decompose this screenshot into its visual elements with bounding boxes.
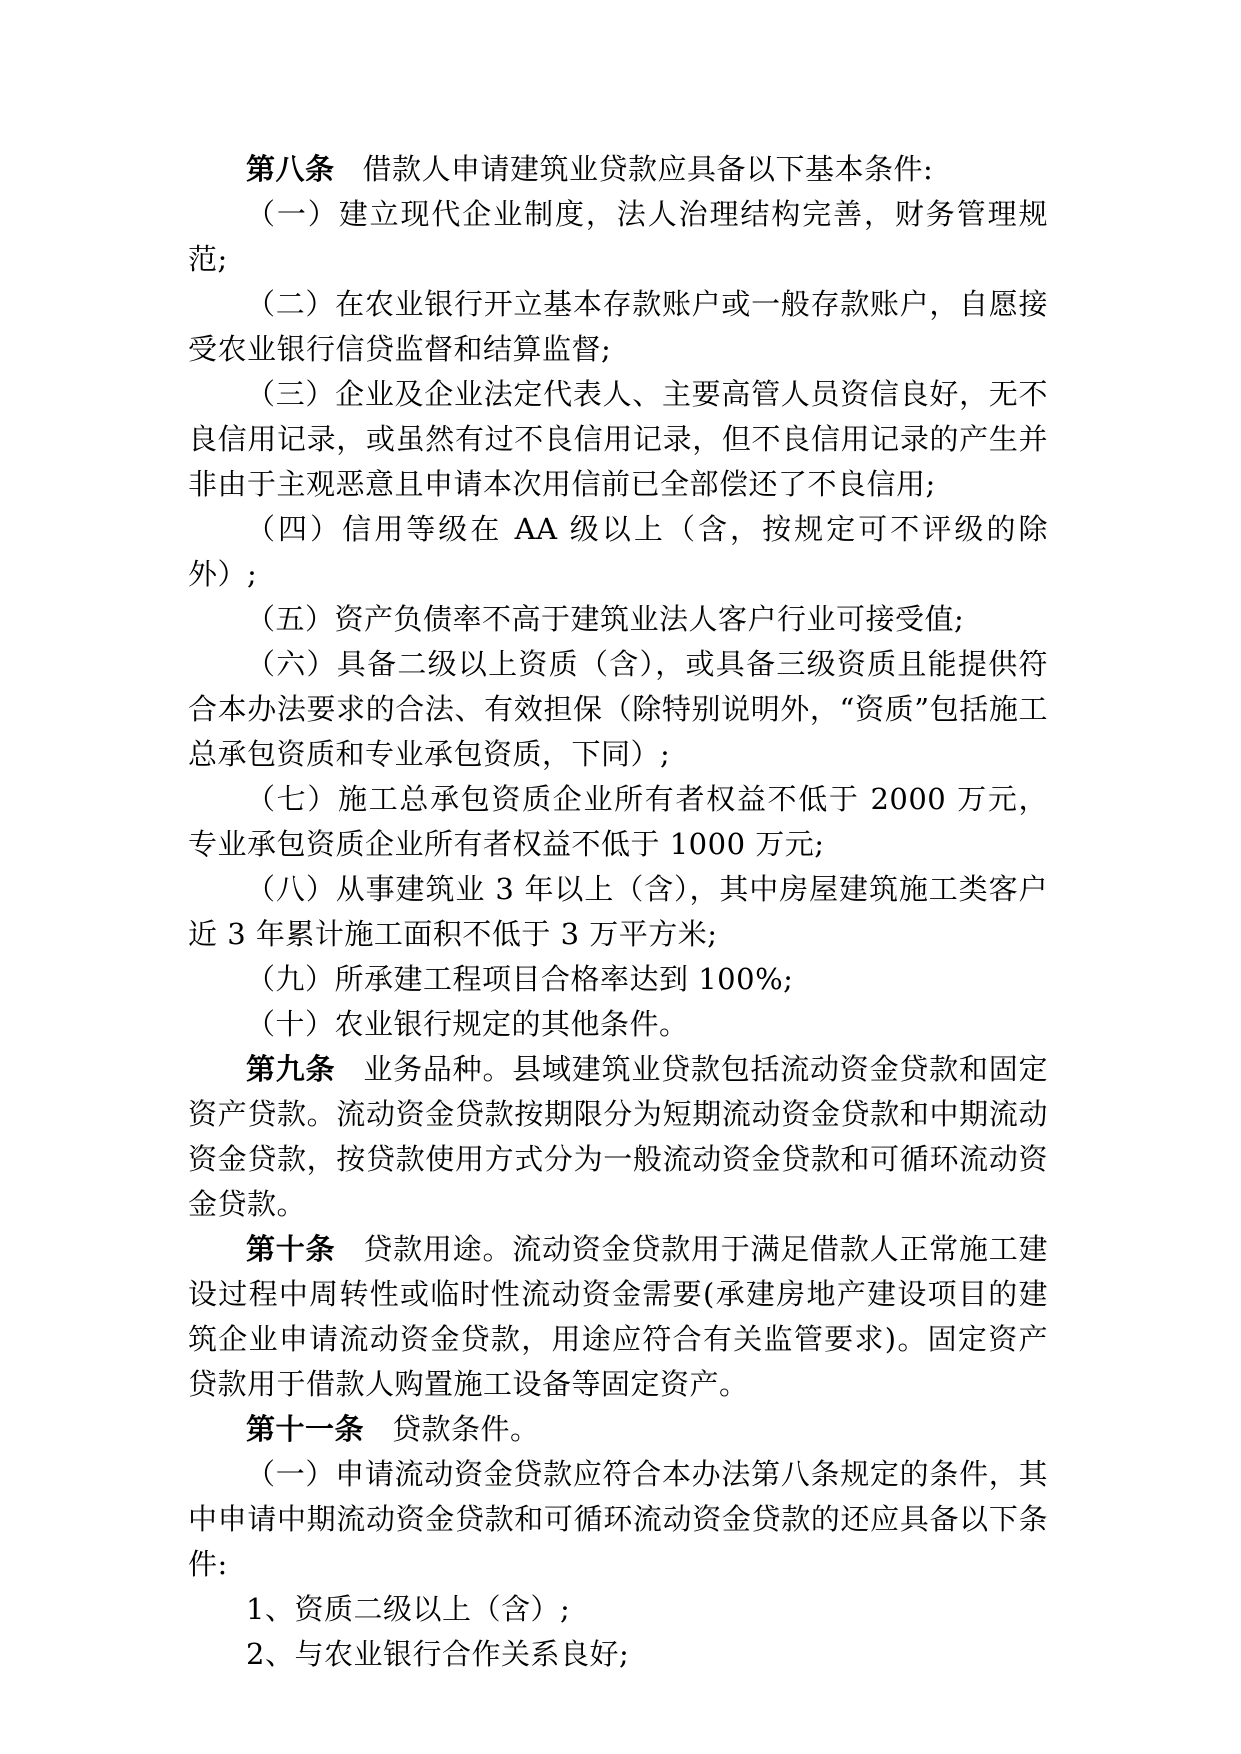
clause-8-5: （五）资产负债率不高于建筑业法人客户行业可接受值; — [246, 602, 965, 636]
article-10 — [188, 1227, 1048, 1407]
clause-8-8: （八）从事建筑业 3 年以上（含），其中房屋建筑施工类客户近 3 年累计施工面积不低于 3 万平方米; — [188, 872, 1048, 951]
clause-8-1: （一）建立现代企业制度，法人治理结构完善，财务管理规范; — [188, 197, 1048, 276]
clause-11-1-2: 2、与农业银行合作关系良好; — [246, 1637, 630, 1671]
article-11 — [188, 1407, 1048, 1452]
article-heading: 第九条 — [246, 1052, 336, 1086]
article-text: 贷款条件。 — [392, 1412, 540, 1446]
article-text: 借款人申请建筑业贷款应具备以下基本条件: — [362, 152, 934, 186]
article-heading: 第十一条 — [246, 1412, 365, 1446]
clause-8-10: （十）农业银行规定的其他条件。 — [246, 1007, 689, 1041]
clause-8-7: （七）施工总承包资质企业所有者权益不低于 2000 万元，专业承包资质企业所有者权益不低于 1000 万元; — [188, 782, 1048, 861]
clause-11-1-1: 1、资质二级以上（含）; — [246, 1592, 571, 1626]
clause-8-4: （四）信用等级在 AA 级以上（含，按规定可不评级的除外）; — [188, 512, 1048, 591]
article-text: 业务品种。县域建筑业贷款包括流动资金贷款和固定资产贷款。流动资金贷款按期限分为短期流动资金贷款和中期流动资金贷款，按贷款使用方式分为一般流动资金贷款和可循环流动资金贷款。 — [188, 1052, 1048, 1221]
clause-11-1: （一）申请流动资金贷款应符合本办法第八条规定的条件，其中申请中期流动资金贷款和可循环流动资金贷款的还应具备以下条件: — [188, 1457, 1048, 1581]
article-heading: 第八条 — [246, 152, 335, 186]
clause-8-3: （三）企业及企业法定代表人、主要高管人员资信良好，无不良信用记录，或虽然有过不良信用记录，但不良信用记录的产生并非由于主观恶意且申请本次用信前已全部偿还了不良信用; — [188, 377, 1048, 501]
article-text: 贷款用途。流动资金贷款用于满足借款人正常施工建设过程中周转性或临时性流动资金需要(承建房地产建设项目的建筑企业申请流动资金贷款，用途应符合有关监管要求)。固定资产贷款用于借款人购置施工设备等固定资产。 — [188, 1232, 1048, 1401]
document-body — [188, 147, 1048, 1677]
clause-8-9: （九）所承建工程项目合格率达到 100%; — [246, 962, 794, 996]
clause-8-6: （六）具备二级以上资质（含），或具备三级资质且能提供符合本办法要求的合法、有效担保（除特别说明外，“资质”包括施工总承包资质和专业承包资质，下同）; — [188, 647, 1048, 771]
clause-8-2: （二）在农业银行开立基本存款账户或一般存款账户，自愿接受农业银行信贷监督和结算监督; — [188, 287, 1048, 366]
article-heading: 第十条 — [246, 1232, 336, 1266]
article-8 — [188, 147, 1048, 192]
article-9 — [188, 1047, 1048, 1227]
